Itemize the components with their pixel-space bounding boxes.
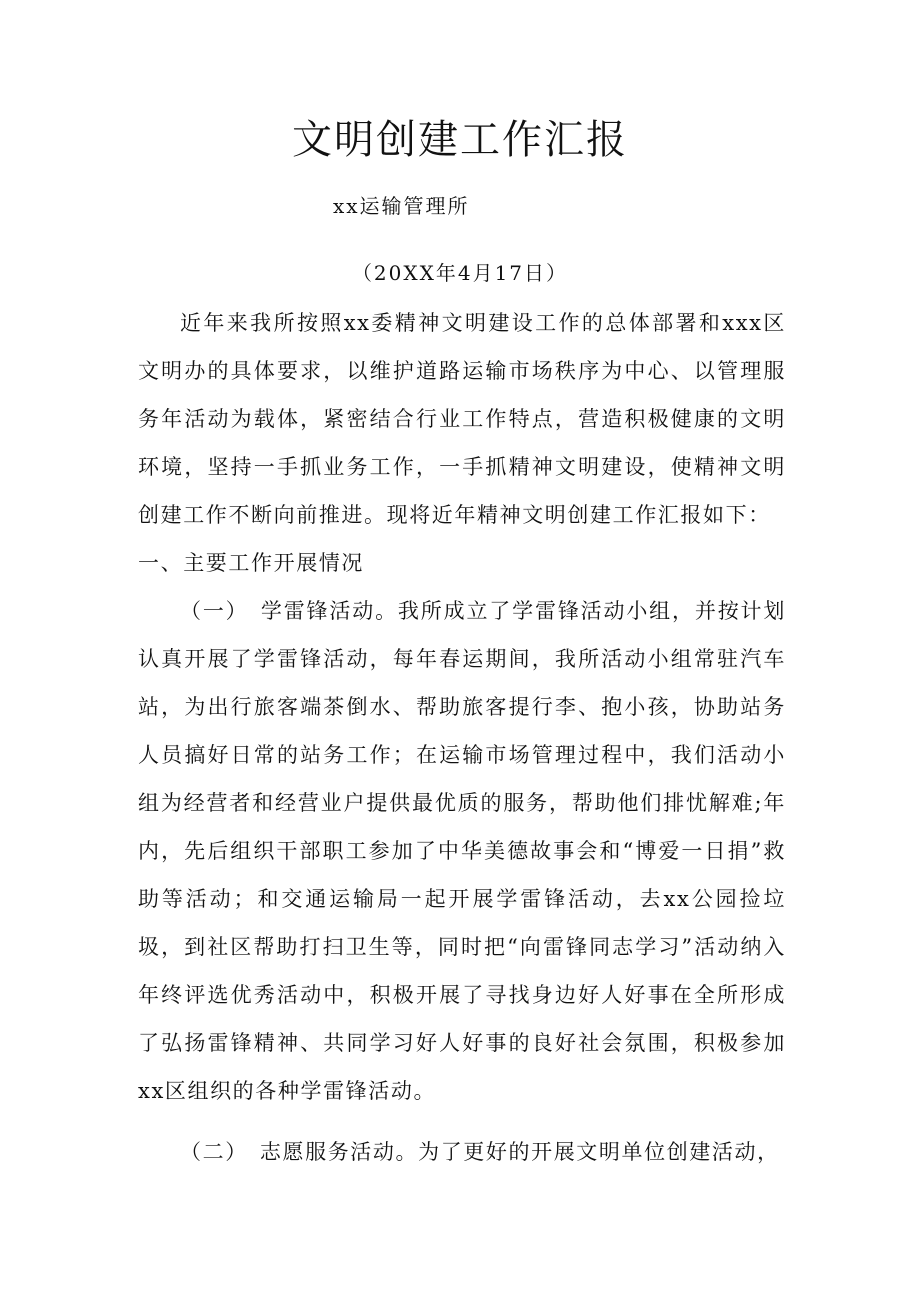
report-date: （20XX年4月17日） [351, 261, 569, 285]
section-heading: 一、主要工作开展情况 [138, 551, 364, 575]
document-title: 文明创建工作汇报 [292, 117, 628, 163]
organization-name: xx运输管理所 [333, 194, 470, 218]
intro-paragraph: 近年来我所按照xx委精神文明建设工作的总体部署和xxx区文明办的具体要求，以维护道路运输市场秩序为中心、以管理服务年活动为载体，紧密结合行业工作特点，营造积极健康的文明环境，坚持一手抓业务工作，一手抓精神文明建设，使精神文明创建工作不断向前推进。现将近年精神文明创建工作汇报如下： [138, 311, 786, 527]
item-two-paragraph: （二） 志愿服务活动。为了更好的开展文明单位创建活动， [180, 1140, 780, 1164]
item-one-paragraph: （一） 学雷锋活动。我所成立了学雷锋活动小组，并按计划认真开展了学雷锋活动，每年春运期间，我所活动小组常驻汽车站，为出行旅客端茶倒水、帮助旅客提行李、抱小孩，协助站务人员搞好日常的站务工作；在运输市场管理过程中，我们活动小组为经营者和经营业户提供最优质的服务，帮助他们排忧解难;年内，先后组织干部职工参加了中华美德故事会和“博爱一日捐”救助等活动；和交通运输局一起开展学雷锋活动，去xx公园捡垃圾，到社区帮助打扫卫生等，同时把“向雷锋同志学习”活动纳入年终评选优秀活动中，积极开展了寻找身边好人好事在全所形成了弘扬雷锋精神、共同学习好人好事的良好社会氛围，积极参加xx区组织的各种学雷锋活动。 [138, 599, 786, 1103]
